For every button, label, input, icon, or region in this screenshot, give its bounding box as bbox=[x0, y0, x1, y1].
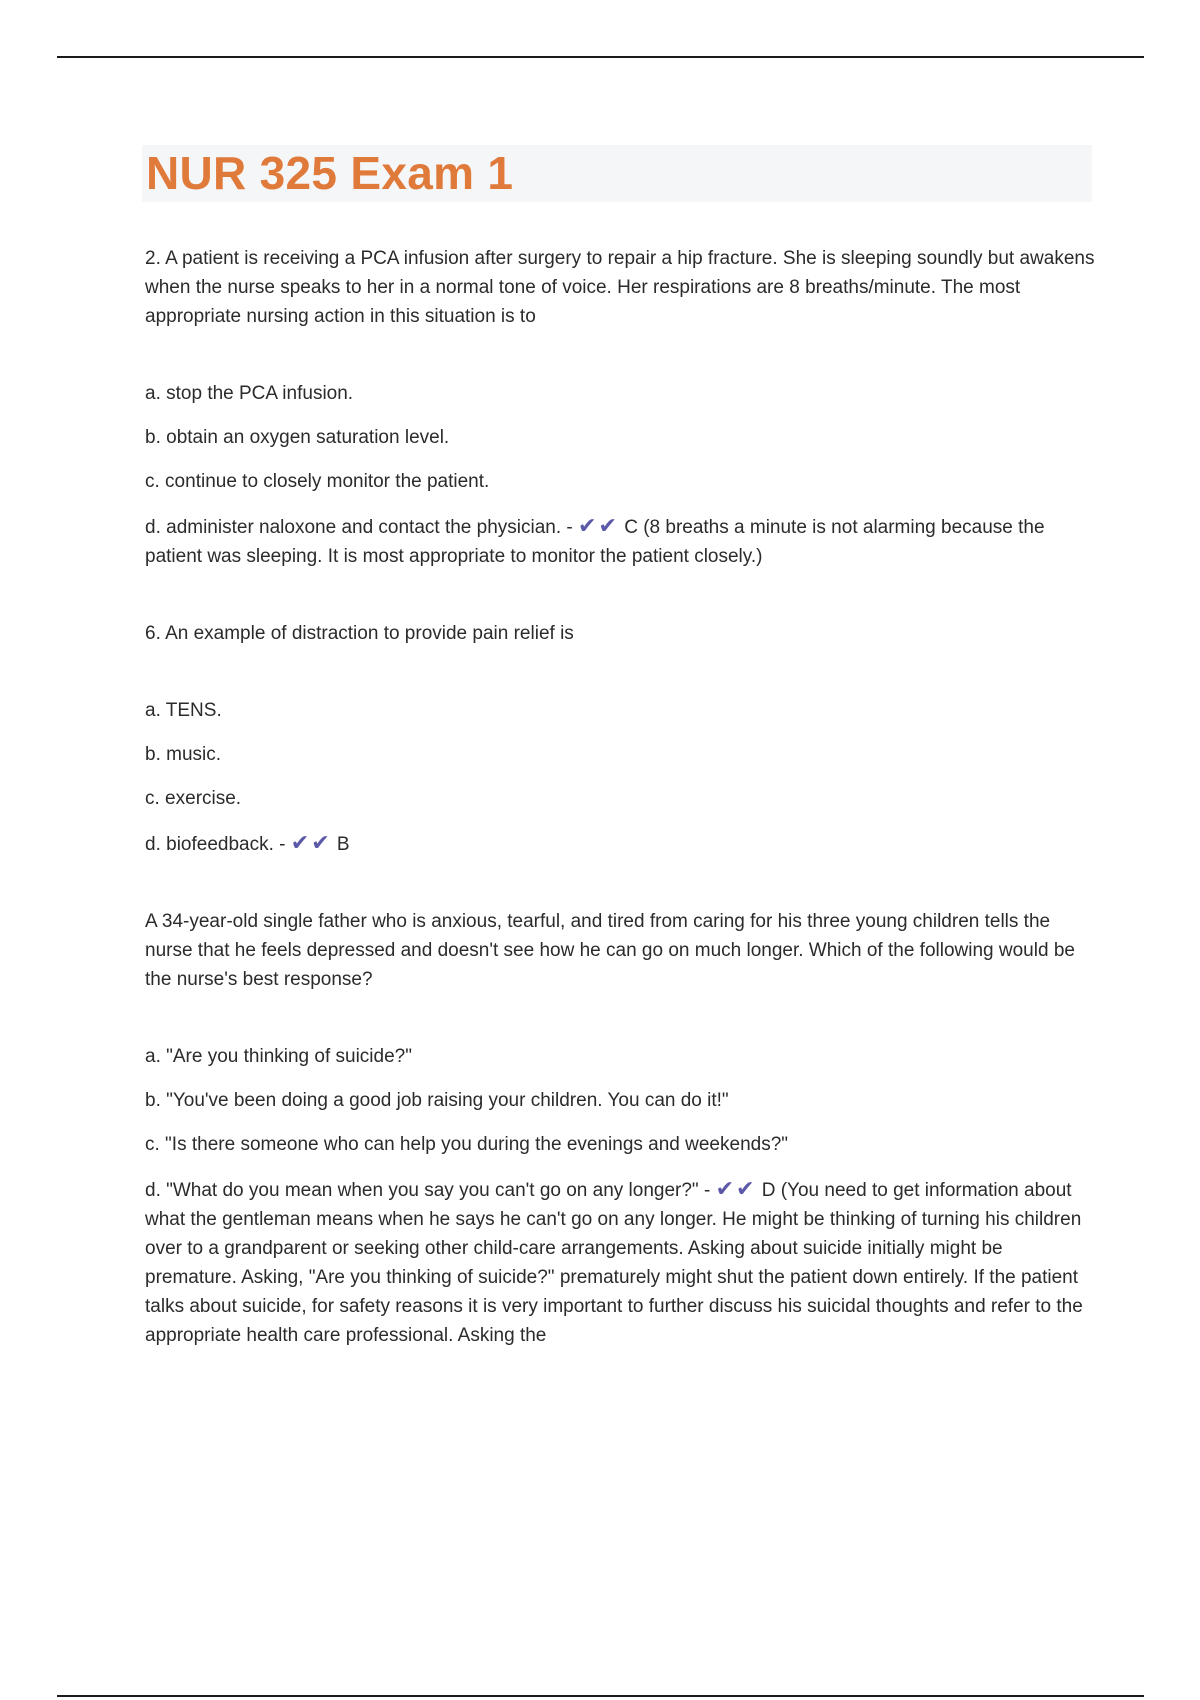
answer-option-text: d. biofeedback. - bbox=[145, 834, 286, 855]
answer-option: b. music. bbox=[145, 744, 222, 765]
answer-option: c. "Is there someone who can help you during the evenings and weekends?" bbox=[145, 1134, 789, 1155]
bottom-rule bbox=[57, 1695, 1144, 1697]
question-stem: 2. A patient is receiving a PCA infusion after surgery to repair a hip fracture. She is sleeping soundly but awakens when the nurse speaks to her in a normal tone of voice. Her respirations are 8 breaths/minute. The most appropriate nursing action in this situation is to bbox=[145, 248, 1095, 327]
question-stem: 6. An example of distraction to provide pain relief is bbox=[145, 623, 574, 644]
answer-option: b. "You've been doing a good job raising your children. You can do it!" bbox=[145, 1090, 729, 1111]
double-check-icon: ✔✔ bbox=[290, 830, 332, 855]
answer-option-text: d. "What do you mean when you say you can't go on any longer?" - bbox=[145, 1180, 711, 1201]
answer-option: a. "Are you thinking of suicide?" bbox=[145, 1046, 412, 1067]
answer-option: a. TENS. bbox=[145, 700, 222, 721]
answer-option: a. stop the PCA infusion. bbox=[145, 383, 354, 404]
answer-option-text: d. administer naloxone and contact the physician. - bbox=[145, 517, 573, 538]
answer-key: B bbox=[336, 834, 350, 855]
document-title: NUR 325 Exam 1 bbox=[146, 147, 514, 199]
answer-key: C (8 breaths a minute is not alarming because the patient was sleeping. It is most appropriate to monitor the patient closely.) bbox=[145, 517, 1045, 567]
question-list bbox=[145, 244, 1095, 1365]
top-rule bbox=[57, 56, 1144, 58]
answer-option: b. obtain an oxygen saturation level. bbox=[145, 427, 450, 448]
double-check-icon: ✔✔ bbox=[715, 1176, 757, 1201]
answer-option: c. continue to closely monitor the patient. bbox=[145, 471, 490, 492]
answer-key: D (You need to get information about what the gentleman means when he says he can't go on any longer. He might be thinking of turning his children over to a grandparent or seeking other child-care arrangements. Asking about suicide initially might be premature. Asking, "Are you thinking of suicide?" prematurely might shut the patient down entirely. If the patient talks about suicide, for safety reasons it is very important to further discuss his suicidal thoughts and refer to the appropriate health care professional. Asking the bbox=[145, 1180, 1083, 1346]
answer-option: c. exercise. bbox=[145, 788, 242, 809]
double-check-icon: ✔✔ bbox=[578, 513, 619, 538]
question-stem: A 34-year-old single father who is anxious, tearful, and tired from caring for his three young children tells the nurse that he feels depressed and doesn't see how he can go on much longer. Which of the following would be the nurse's best response? bbox=[145, 911, 1075, 990]
answer-option-with-key bbox=[145, 1174, 1095, 1350]
answer-option-with-key bbox=[145, 511, 1095, 571]
answer-option-with-key bbox=[145, 828, 1095, 859]
